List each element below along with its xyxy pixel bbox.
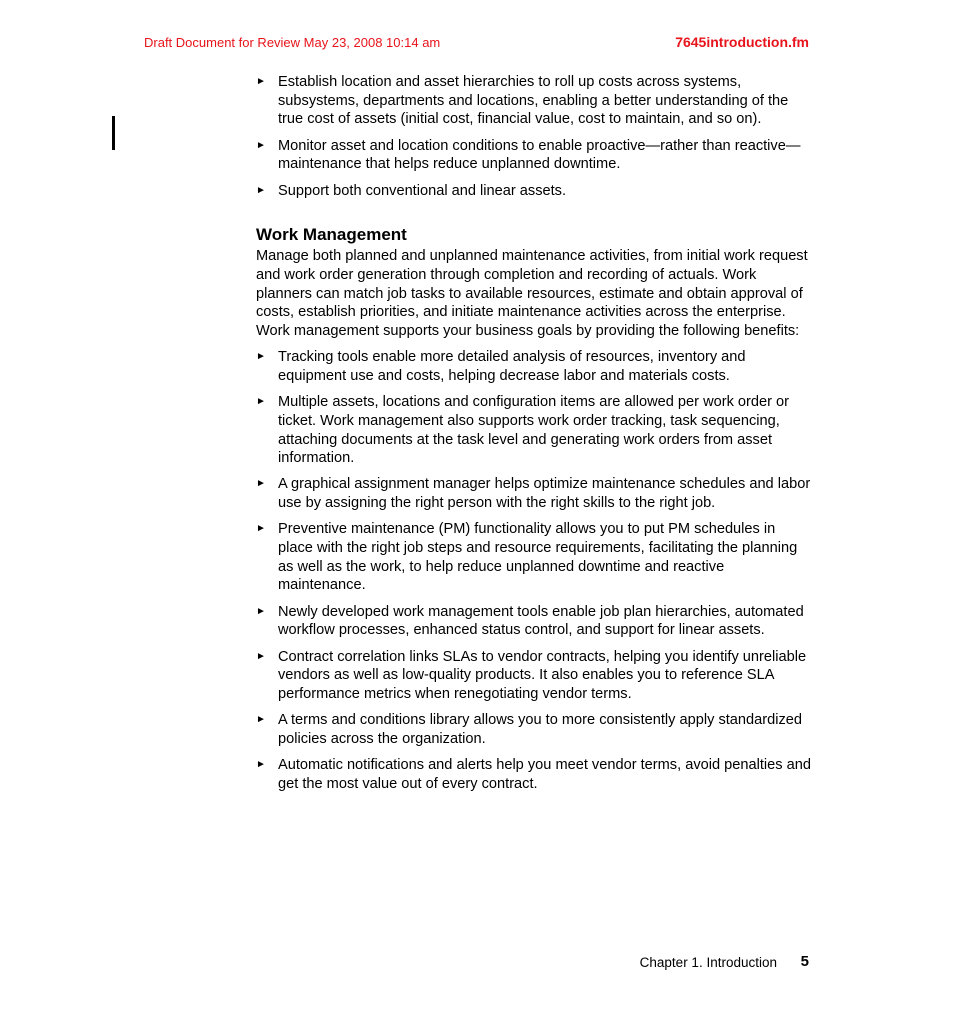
list-item: [256, 348, 812, 385]
list-item: [256, 137, 812, 174]
bullet-arrow-icon: ►: [256, 396, 266, 408]
list-item-text: Establish location and asset hierarchies to roll up costs across systems, subsystems, departments and locations, enabling a better understanding of the true cost of assets (initial cost, financial value, cost to maintain, and so on).: [278, 74, 789, 128]
list-item-text: Automatic notifications and alerts help you meet vendor terms, avoid penalties and get the most value out of every contract.: [278, 757, 811, 792]
bullet-arrow-icon: ►: [256, 184, 266, 196]
bullet-arrow-icon: ►: [256, 714, 266, 726]
list-item-text: Newly developed work management tools enable job plan hierarchies, automated workflow processes, enhanced status control, and support for linear assets.: [278, 603, 804, 639]
list-item: [256, 393, 812, 468]
list-item-text: Preventive maintenance (PM) functionality allows you to put PM schedules in place with the right job steps and resource requirements, facilitating the planning as well as the work, to help reduce unplanned downtime and reactive maintenance.: [278, 521, 798, 594]
list-item-text: Multiple assets, locations and configuration items are allowed per work order or ticket. Work management also supports work order tracking, task sequencing, attaching documents at the task level and generating work orders from asset information.: [278, 394, 790, 467]
list-item: [256, 73, 812, 129]
list-item: [256, 520, 812, 595]
page-content: [256, 73, 812, 801]
list-item: [256, 711, 812, 748]
footer-chapter-title: Chapter 1. Introduction: [639, 955, 777, 970]
page-number: 5: [800, 953, 809, 970]
list-item-text: Contract correlation links SLAs to vendor contracts, helping you identify unreliable vendors as well as low-quality products. It also enables you to reference SLA performance metrics when renegotiating vendor terms.: [278, 648, 807, 702]
bullet-arrow-icon: ►: [256, 605, 266, 617]
list-item: [256, 603, 812, 640]
list-item-text: A terms and conditions library allows you to more consistently apply standardized policies across the organization.: [278, 712, 803, 747]
document-filename: 7645introduction.fm: [675, 34, 809, 50]
list-item: [256, 182, 812, 201]
list-item-text: Support both conventional and linear assets.: [278, 182, 567, 199]
asset-bullet-list: [256, 73, 812, 200]
bullet-arrow-icon: ►: [256, 76, 266, 87]
bullet-arrow-icon: ►: [256, 351, 266, 363]
list-item: [256, 475, 812, 512]
work-management-paragraph: Manage both planned and unplanned maintenance activities, from initial work request and work order generation through completion and recording of actuals. Work planners can match job tasks to available resources, estimate and obtain approval of costs, establish priorities, and initiate maintenance activities across the enterprise. Work management supports your business goals by providing the following benefits:: [256, 248, 808, 340]
section-heading-work-management: Work Management: [256, 225, 407, 245]
bullet-arrow-icon: ►: [256, 139, 266, 151]
bullet-arrow-icon: ►: [256, 523, 266, 535]
bullet-arrow-icon: ►: [256, 759, 266, 771]
bullet-arrow-icon: ►: [256, 650, 266, 662]
work-management-bullet-list: [256, 348, 812, 793]
list-item-text: Monitor asset and location conditions to enable proactive—rather than reactive—maintenance that helps reduce unplanned downtime.: [278, 137, 801, 173]
list-item-text: Tracking tools enable more detailed analysis of resources, inventory and equipment use and costs, helping decrease labor and materials costs.: [278, 349, 746, 384]
bullet-arrow-icon: ►: [256, 478, 266, 490]
list-item: [256, 756, 812, 793]
draft-notice: Draft Document for Review May 23, 2008 10:14 am: [144, 35, 441, 50]
revision-change-bar: [112, 116, 115, 150]
list-item: [256, 648, 812, 704]
list-item-text: A graphical assignment manager helps optimize maintenance schedules and labor use by assigning the right person with the right skills to the right job.: [278, 476, 811, 512]
